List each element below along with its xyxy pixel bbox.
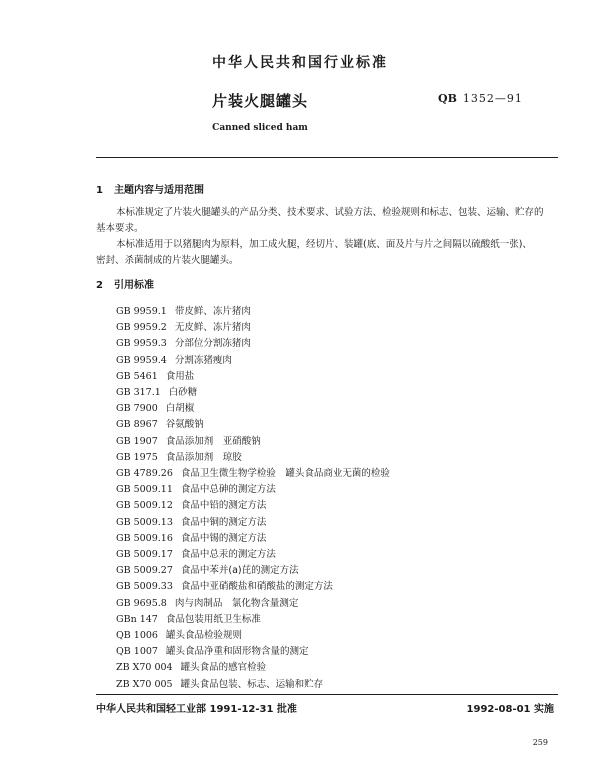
section-1-number: 1 bbox=[96, 185, 103, 196]
standard-code bbox=[438, 92, 523, 105]
section-1-para-2-line-1: 本标准适用于以猪腿肉为原料，加工成火腿，经切片、装罐(底、面及片与片之间隔以硫酸纸一张)、 bbox=[116, 239, 532, 250]
reference-code: GB 7900 bbox=[116, 403, 158, 415]
reference-code: GB 9959.1 bbox=[116, 306, 167, 317]
reference-title: 食品中苯并(a)芘的测定方法 bbox=[180, 565, 299, 577]
reference-title: 罐头食品的感官检验 bbox=[180, 662, 267, 674]
section-1-para-1-line-2: 基本要求。 bbox=[96, 223, 144, 234]
footer-divider bbox=[96, 694, 558, 695]
reference-code: GB 5461 bbox=[116, 370, 158, 382]
reference-code: GB 5009.13 bbox=[116, 516, 173, 528]
section-1-para-1-line-1: 本标准规定了片装火腿罐头的产品分类、技术要求、试验方法、检验规则和标志、包装、运输、贮存的 bbox=[116, 207, 544, 218]
industry-standard-header: 中华人民共和国行业标准 bbox=[212, 55, 388, 71]
reference-title: 无皮鲜、冻片猪肉 bbox=[174, 322, 251, 334]
reference-code: GB 5009.17 bbox=[116, 549, 173, 560]
page-number: 259 bbox=[532, 738, 548, 747]
section-1-para-2-line-2: 密封、杀菌制成的片装火腿罐头。 bbox=[96, 255, 239, 266]
reference-title: 罐头食品包装、标志、运输和贮存 bbox=[180, 678, 324, 690]
reference-code: QB 1006 bbox=[116, 630, 158, 641]
section-2-heading bbox=[96, 276, 154, 291]
reference-code: GB 1907 bbox=[116, 435, 158, 447]
reference-title: 食品中铅的测定方法 bbox=[180, 500, 267, 512]
reference-code: ZB X70 004 bbox=[116, 662, 173, 674]
reference-title: 食用盐 bbox=[165, 370, 195, 382]
approval-statement: 中华人民共和国轻工业部 1991-12-31 批准 bbox=[96, 704, 297, 715]
reference-code: GB 9695.8 bbox=[116, 597, 167, 609]
section-1-title: 主题内容与适用范围 bbox=[114, 185, 204, 196]
implementation-date: 1992-08-01 实施 bbox=[466, 704, 554, 715]
section-1-heading bbox=[96, 181, 204, 196]
reference-code: GB 5009.27 bbox=[116, 565, 173, 577]
reference-title: 食品中锡的测定方法 bbox=[180, 532, 267, 544]
reference-title: 食品中总汞的测定方法 bbox=[180, 549, 276, 560]
reference-title: 白砂糖 bbox=[168, 387, 198, 398]
reference-code: GBn 147 bbox=[116, 613, 158, 625]
reference-title: 肉与肉制品 氯化物含量测定 bbox=[174, 597, 299, 609]
reference-code: GB 317.1 bbox=[116, 387, 161, 398]
reference-row bbox=[116, 672, 323, 691]
reference-code: GB 1975 bbox=[116, 451, 158, 463]
section-2-number: 2 bbox=[96, 280, 103, 291]
reference-title: 罐头食品检验规则 bbox=[165, 630, 242, 641]
reference-code: GB 4789.26 bbox=[116, 468, 173, 479]
reference-title: 谷氨酸钠 bbox=[165, 419, 204, 431]
reference-code: GB 8967 bbox=[116, 419, 158, 431]
reference-code: GB 9959.3 bbox=[116, 338, 167, 350]
reference-title: 分割冻猪瘦肉 bbox=[174, 354, 232, 366]
reference-title: 食品中总砷的测定方法 bbox=[180, 484, 276, 496]
section-2-title: 引用标准 bbox=[114, 280, 154, 291]
reference-title: 食品卫生微生物学检验 罐头食品商业无菌的检验 bbox=[180, 468, 390, 479]
reference-title: 食品添加剂 亚硝酸钠 bbox=[165, 435, 261, 447]
reference-code: GB 9959.2 bbox=[116, 322, 167, 334]
reference-title: 食品中亚硝酸盐和硝酸盐的测定方法 bbox=[180, 581, 333, 593]
reference-title: 罐头食品净重和固形物含量的测定 bbox=[165, 646, 309, 658]
reference-title: 白胡椒 bbox=[165, 403, 195, 415]
reference-code: QB 1007 bbox=[116, 646, 158, 658]
document-title: 片装火腿罐头 bbox=[211, 92, 308, 110]
reference-code: ZB X70 005 bbox=[116, 678, 173, 690]
reference-code: GB 5009.33 bbox=[116, 581, 173, 593]
standard-code-prefix: QB bbox=[438, 92, 457, 105]
reference-title: 食品中铜的测定方法 bbox=[180, 516, 267, 528]
reference-code: GB 9959.4 bbox=[116, 354, 167, 366]
reference-title: 分部位分割冻猪肉 bbox=[174, 338, 251, 350]
english-title: Canned sliced ham bbox=[212, 123, 308, 133]
reference-code: GB 5009.11 bbox=[116, 484, 173, 496]
reference-title: 食品包装用纸卫生标准 bbox=[165, 613, 261, 625]
header-divider bbox=[96, 157, 558, 158]
reference-title: 带皮鲜、冻片猪肉 bbox=[174, 306, 251, 317]
standard-code-number: 1352—91 bbox=[462, 92, 523, 105]
reference-code: GB 5009.12 bbox=[116, 500, 173, 512]
reference-code: GB 5009.16 bbox=[116, 532, 173, 544]
reference-title: 食品添加剂 琼胶 bbox=[165, 451, 242, 463]
